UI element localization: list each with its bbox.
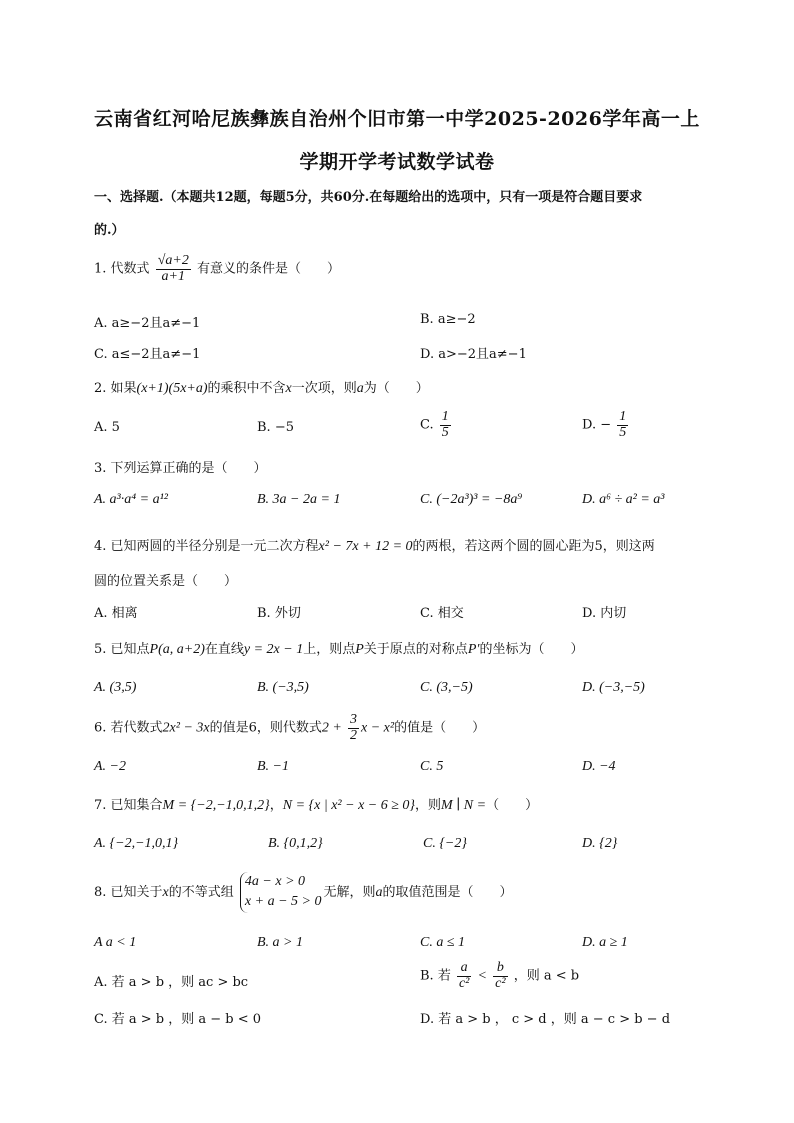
option-7b[interactable]: B. {0,1,2} (268, 836, 323, 851)
option-1b[interactable]: B. a≥−2 (420, 312, 476, 327)
option-8b[interactable]: B. a > 1 (257, 935, 303, 950)
section-header: 一、选择题.（本题共12题，每题5分，共60分.在每题给出的选项中，只有一项是符合题目要求 (94, 190, 643, 205)
option-4a[interactable]: A. 相离 (94, 606, 138, 621)
option-6a[interactable]: A. −2 (94, 759, 126, 774)
option-8a[interactable]: A a < 1 (94, 935, 137, 950)
question-3: 3. 下列运算正确的是（ ） (94, 461, 267, 476)
option-4d[interactable]: D. 内切 (582, 606, 627, 621)
inequality-system: 4a − x > 0 x + a − 5 > 0 (240, 872, 322, 913)
question-4-cont: 圆的位置关系是（ ） (94, 574, 238, 589)
option-8c[interactable]: C. a ≤ 1 (420, 935, 466, 950)
option-3b[interactable]: B. 3a − 2a = 1 (257, 492, 341, 507)
option-7d[interactable]: D. {2} (582, 836, 618, 851)
question-7: 7. 已知集合M = {−2,−1,0,1,2}，N = {x | x² − x − 6 ≥ 0}，则M ∣ N =（ ） (94, 798, 539, 813)
option-7c[interactable]: C. {−2} (423, 836, 467, 851)
option-extra-d[interactable]: D. 若 a > b ， c > d ，则 a − c > b − d (420, 1012, 671, 1027)
option-5b[interactable]: B. (−3,5) (257, 680, 309, 695)
option-6d[interactable]: D. −4 (582, 759, 616, 774)
question-8: 8. 已知关于x的不等式组 4a − x > 0 x + a − 5 > 0 无解，则a的取值范围是（ ） (94, 872, 704, 913)
option-3d[interactable]: D. a⁶ ÷ a² = a³ (582, 492, 665, 507)
option-6c[interactable]: C. 5 (420, 759, 444, 774)
option-2d[interactable]: D. − $\frac{1}{5}$ (582, 409, 627, 440)
exam-title-line2: 学期开学考试数学试卷 (299, 151, 495, 173)
section-header-cont: 的.） (94, 223, 125, 238)
option-extra-b[interactable]: B. 若 $\frac{a}{\text{c²}}$ < $\frac{b}{\text{c²}}$ ，则 a < b (420, 960, 580, 991)
question-5: 5. 已知点P(a, a+2)在直线y = 2x − 1上，则点P关于原点的对称点P′的坐标为（ ） (94, 642, 584, 657)
option-1c[interactable]: C. a≤−2且a≠−1 (94, 347, 201, 362)
exam-title-line1: 云南省红河哈尼族彝族自治州个旧市第一中学2025-2026学年高一上 (94, 108, 700, 130)
option-8d[interactable]: D. a ≥ 1 (582, 935, 628, 950)
option-5a[interactable]: A. (3,5) (94, 680, 137, 695)
option-1d[interactable]: D. a>−2且a≠−1 (420, 347, 527, 362)
option-2a[interactable]: A. 5 (94, 420, 120, 435)
question-1: 1. 代数式 $\frac{√a+2}{a+1}$ 有意义的条件是（ ） (94, 253, 340, 284)
option-4c[interactable]: C. 相交 (420, 606, 464, 621)
question-4: 4. 已知两圆的半径分别是一元二次方程x² − 7x + 12 = 0的两根，若这两个圆的圆心距为5，则这两 (94, 539, 655, 554)
option-7a[interactable]: A. {−2,−1,0,1} (94, 836, 179, 851)
option-1a[interactable]: A. a≥−2且a≠−1 (94, 316, 201, 331)
option-3a[interactable]: A. a³·a⁴ = a¹² (94, 492, 168, 507)
option-2c[interactable]: C. $\frac{1}{5}$ (420, 409, 449, 440)
option-3c[interactable]: C. (−2a³)³ = −8a⁹ (420, 492, 523, 507)
question-6: 6. 若代数式2x² − 3x的值是6，则代数式2 + $\frac{3}{2}$ x − x²的值是（ ） (94, 712, 486, 743)
question-2: 2. 如果(x+1)(5x+a)的乘积中不含x一次项，则a为（ ） (94, 381, 429, 396)
option-2b[interactable]: B. −5 (257, 420, 294, 435)
option-5d[interactable]: D. (−3,−5) (582, 680, 645, 695)
option-extra-c[interactable]: C. 若 a > b ，则 a − b < 0 (94, 1012, 262, 1027)
option-5c[interactable]: C. (3,−5) (420, 680, 473, 695)
option-4b[interactable]: B. 外切 (257, 606, 301, 621)
option-extra-a[interactable]: A. 若 a > b ，则 ac > bc (94, 975, 249, 990)
option-6b[interactable]: B. −1 (257, 759, 289, 774)
fraction: $\frac{√a+2}{a+1}$ (157, 253, 189, 284)
